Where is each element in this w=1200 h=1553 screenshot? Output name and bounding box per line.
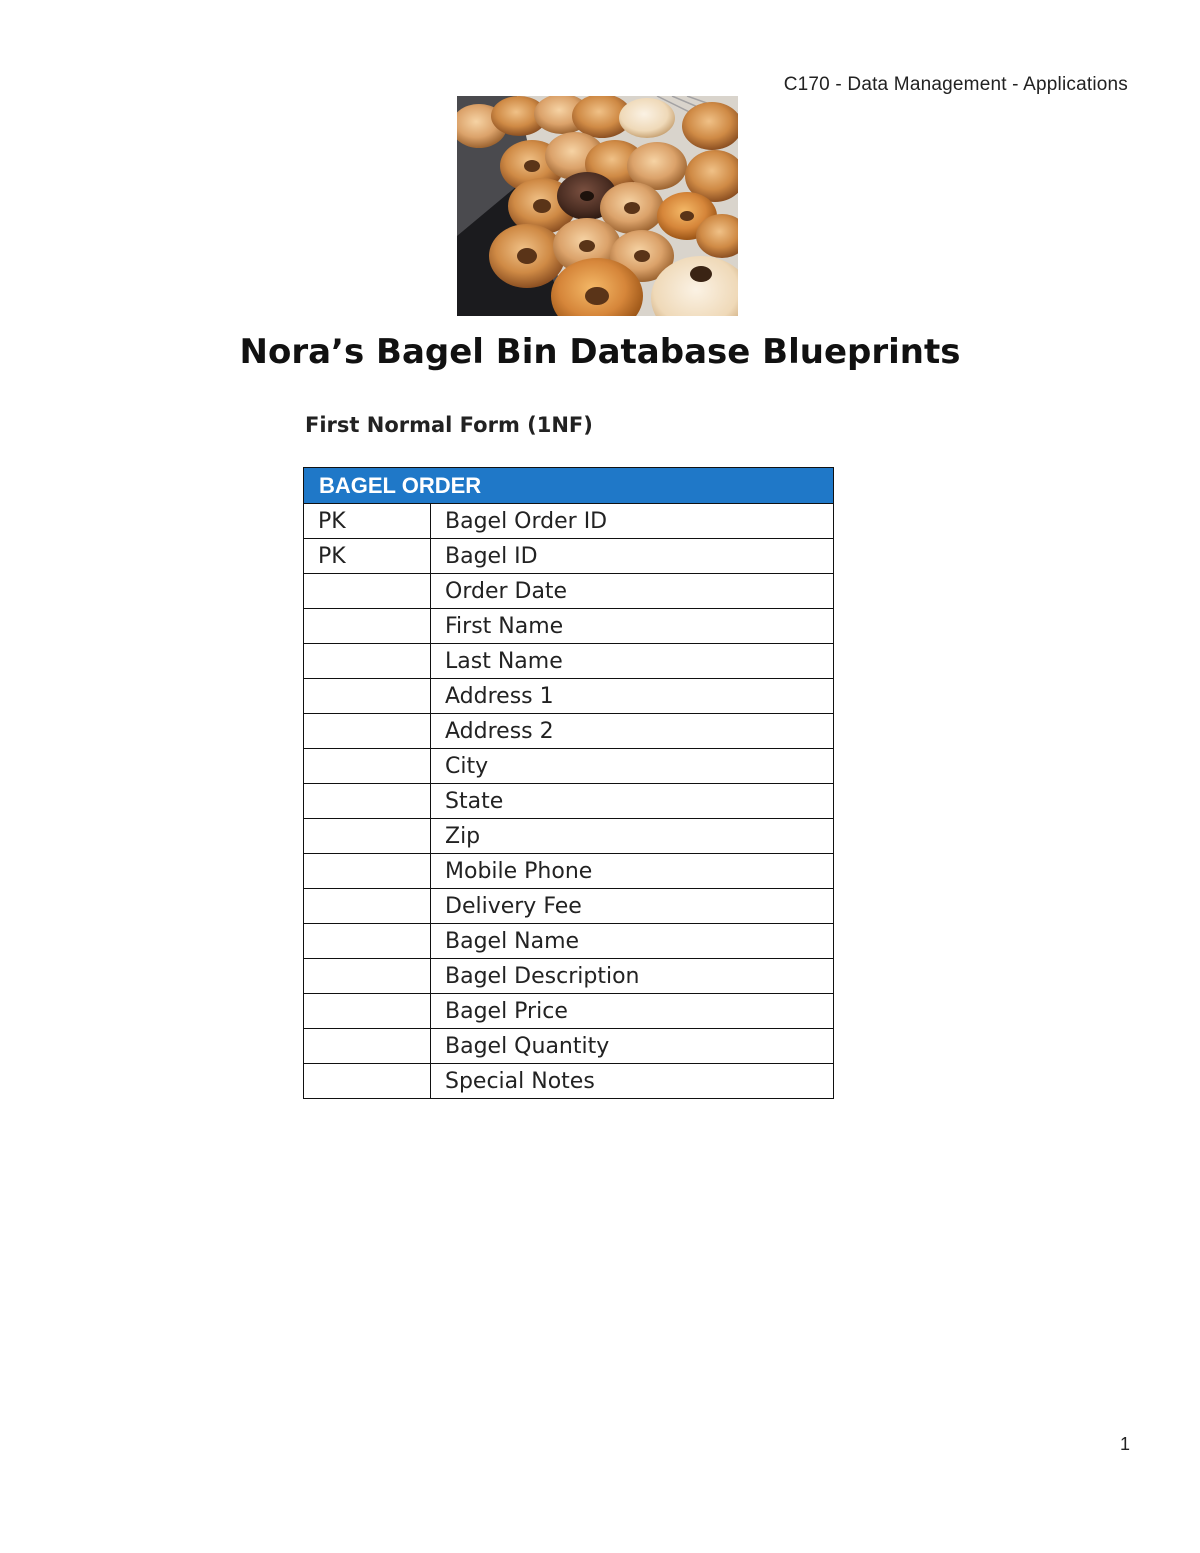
table-row bbox=[304, 819, 834, 854]
key-cell bbox=[304, 889, 431, 924]
table-row bbox=[304, 1064, 834, 1099]
table-row bbox=[304, 854, 834, 889]
key-cell bbox=[304, 924, 431, 959]
bagels-photo bbox=[457, 96, 738, 316]
field-cell: Bagel Price bbox=[431, 994, 834, 1029]
key-cell bbox=[304, 854, 431, 889]
field-cell: Address 2 bbox=[431, 714, 834, 749]
key-cell bbox=[304, 679, 431, 714]
table-row bbox=[304, 609, 834, 644]
field-cell: Delivery Fee bbox=[431, 889, 834, 924]
field-cell: Address 1 bbox=[431, 679, 834, 714]
document-title: Nora’s Bagel Bin Database Blueprints bbox=[239, 332, 961, 372]
table-row bbox=[304, 994, 834, 1029]
table-row bbox=[304, 644, 834, 679]
table-row bbox=[304, 574, 834, 609]
key-cell bbox=[304, 609, 431, 644]
field-cell: Bagel Quantity bbox=[431, 1029, 834, 1064]
table-row bbox=[304, 714, 834, 749]
field-cell: Order Date bbox=[431, 574, 834, 609]
key-cell bbox=[304, 959, 431, 994]
field-cell: Bagel ID bbox=[431, 539, 834, 574]
key-cell bbox=[304, 714, 431, 749]
key-cell bbox=[304, 749, 431, 784]
field-cell: Bagel Name bbox=[431, 924, 834, 959]
table-row bbox=[304, 889, 834, 924]
field-cell: Mobile Phone bbox=[431, 854, 834, 889]
table-row bbox=[304, 539, 834, 574]
key-cell bbox=[304, 784, 431, 819]
key-cell bbox=[304, 994, 431, 1029]
table-row bbox=[304, 1029, 834, 1064]
key-cell bbox=[304, 644, 431, 679]
table-row bbox=[304, 749, 834, 784]
key-cell: PK bbox=[304, 504, 431, 539]
field-cell: Zip bbox=[431, 819, 834, 854]
field-cell: State bbox=[431, 784, 834, 819]
key-cell bbox=[304, 1064, 431, 1099]
field-cell: Bagel Order ID bbox=[431, 504, 834, 539]
table-row bbox=[304, 784, 834, 819]
section-title: First Normal Form (1NF) bbox=[305, 413, 593, 437]
table-row bbox=[304, 679, 834, 714]
field-cell: Bagel Description bbox=[431, 959, 834, 994]
field-cell: Special Notes bbox=[431, 1064, 834, 1099]
table-row bbox=[304, 924, 834, 959]
field-cell: First Name bbox=[431, 609, 834, 644]
page-number: 1 bbox=[1119, 1434, 1130, 1454]
key-cell bbox=[304, 1029, 431, 1064]
key-cell bbox=[304, 574, 431, 609]
field-cell: City bbox=[431, 749, 834, 784]
key-cell: PK bbox=[304, 539, 431, 574]
table-header: BAGEL ORDER bbox=[304, 468, 834, 504]
key-cell bbox=[304, 819, 431, 854]
course-header: C170 - Data Management - Applications bbox=[783, 74, 1128, 95]
field-cell: Last Name bbox=[431, 644, 834, 679]
bagel-order-table bbox=[303, 467, 834, 1099]
table-row bbox=[304, 504, 834, 539]
table-row bbox=[304, 959, 834, 994]
